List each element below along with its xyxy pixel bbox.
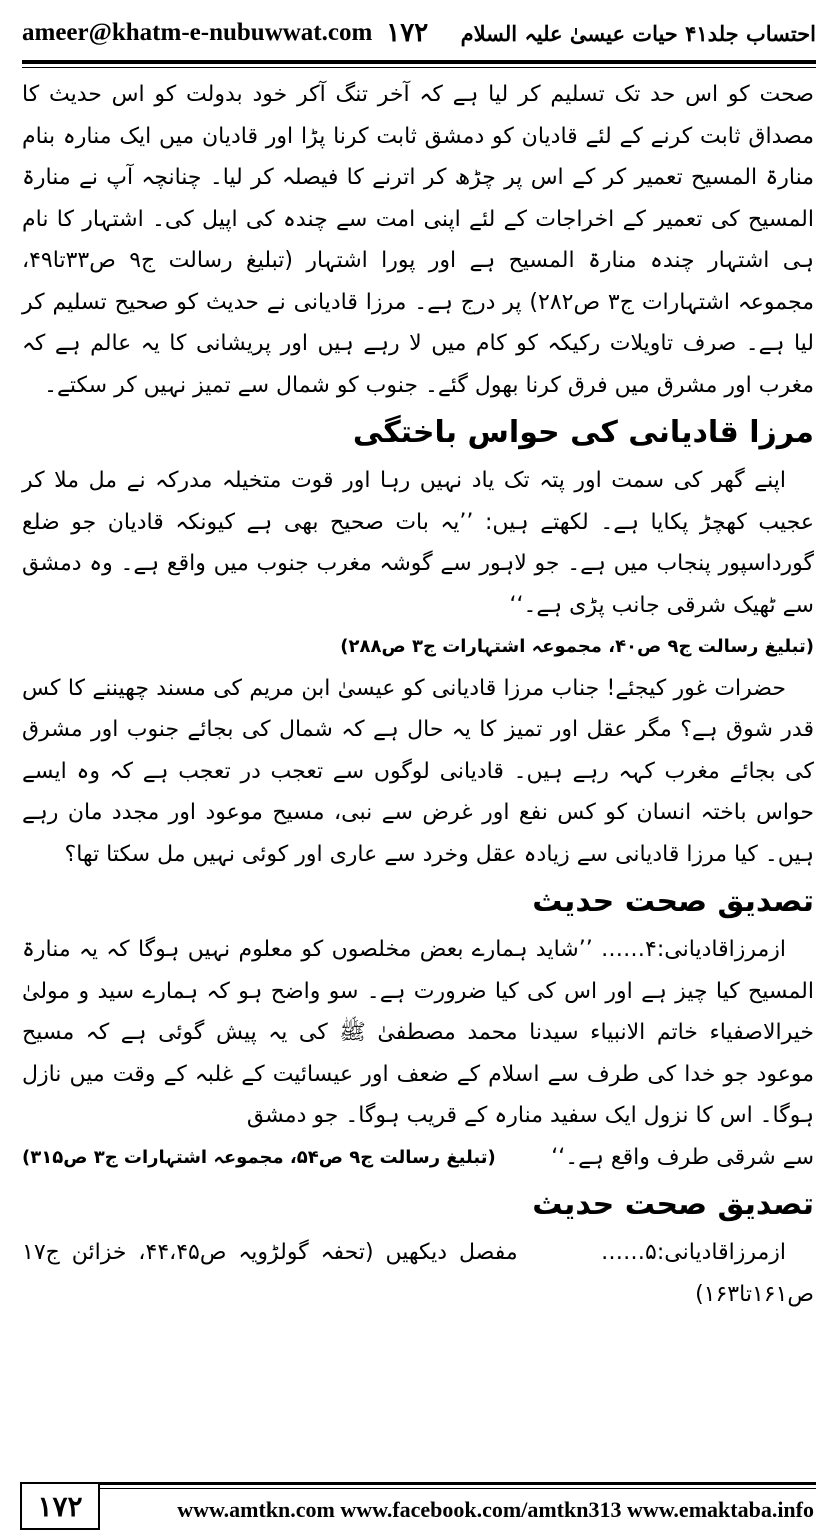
header-rule-thin — [22, 67, 816, 68]
page-footer — [20, 1478, 816, 1530]
paragraph-5-gap — [530, 1240, 590, 1265]
paragraph-4-end: سے شرقی طرف واقع ہے۔‘‘ — [551, 1144, 814, 1170]
paragraph-5-lead: ازمرزاقادیانی:۵…… — [601, 1240, 786, 1265]
header-page-number: ۱۷۲ — [386, 18, 429, 48]
footer-rule — [100, 1482, 816, 1485]
section-heading-2: تصدیق صحت حدیث — [532, 884, 814, 919]
footer-links[interactable]: www.amtkn.com www.facebook.com/amtkn313 www.emaktaba.info — [177, 1496, 814, 1522]
reference-2: (تبلیغ رسالت ج۹ ص۵۴، مجموعہ اشتہارات ج۳ ص۳۱۵) — [22, 1146, 496, 1168]
header-book-title: احتساب جلد۴۱ حیات عیسیٰ علیہ السلام — [460, 20, 816, 46]
footer-links-wrap — [100, 1482, 816, 1530]
section-heading-1: مرزا قادیانی کی حواس باختگی — [352, 415, 814, 450]
header-email[interactable]: ameer@khatm-e-nubuwwat.com — [22, 19, 373, 46]
header-rule — [22, 60, 816, 64]
page-header — [22, 8, 816, 58]
reference-1: (تبلیغ رسالت ج۹ ص۴۰، مجموعہ اشتہارات ج۳ ص۲۸۸) — [340, 636, 814, 657]
header-left — [22, 18, 428, 48]
paragraph-4: ازمرزاقادیانی:۴…… ’’شاید ہمارے بعض مخلصوں کو معلوم نہیں ہوگا کہ یہ منارۃ المسیح کیا چیز ہے اور اس کی کیا ضرورت ہے۔ سو واضح ہو کہ ہمارے سید و مولیٰ خیرالاصفیاء خاتم الانبیاء سیدنا محمد مصطفیٰ ﷺ کی یہ پیش گوئی ہے کہ مسیح موعود جو خدا کی طرف سے اسلام کے ضعف اور عیسائیت کے غلبہ کے وقت میں نازل ہوگا۔ اس کا نزول ایک سفید منارہ کے قریب ہوگا۔ جو دمشق — [22, 937, 814, 1128]
footer-page-number: ۱۷۲ — [20, 1482, 100, 1530]
paragraph-1: صحت کو اس حد تک تسلیم کر لیا ہے کہ آخر تنگ آکر خود بدولت کو اس حدیث کا مصداق ثابت کرنے کے لئے قادیان کو دمشق ثابت کرنا پڑا اور قادیان میں ایک منارہ بنام منارۃ المسیح تعمیر کر کے اس پر چڑھ کر اترنے کا فیصلہ کر لیا۔ چنانچہ آپ نے منارۃ المسیح کی تعمیر کے اخراجات کے لئے اپنی امت سے چندہ کی اپیل کی۔ اشتہار کا نام ہی اشتہار چندہ منارۃ المسیح ہے اور پورا اشتہار (تبلیغ رسالت ج۹ ص۳۳تا۴۹، مجموعہ اشتہارات ج۳ ص۲۸۲) پر درج ہے۔ مرزا قادیانی نے حدیث کو صحیح تسلیم کر لیا ہے۔ صرف تاویلات رکیکہ کو کام میں لا رہے ہیں اور پریشانی کا یہ عالم ہے کہ مغرب اور مشرق میں فرق کرنا بھول گئے۔ جنوب کو شمال سے تمیز نہیں کر سکتے۔ — [22, 82, 814, 398]
paragraph-5 — [22, 1232, 814, 1315]
paragraph-2: اپنے گھر کی سمت اور پتہ تک یاد نہیں رہا اور قوت متخیلہ مدرکہ نے مل ملا کر عجیب کھچڑ پکایا ہے۔ لکھتے ہیں: ’’یہ بات صحیح بھی ہے کیونکہ قادیان جو ضلع گورداسپور پنجاب میں ہے۔ جو لاہور سے گوشہ مغرب جنوب میں واقع ہے۔ وہ دمشق سے ٹھیک شرقی جانب پڑی ہے۔‘‘ — [22, 468, 814, 618]
paragraph-4-end-line — [22, 1137, 814, 1179]
section-heading-3: تصدیق صحت حدیث — [532, 1187, 814, 1222]
paragraph-5-reference: مفصل دیکھیں (تحفہ گولڑویہ ص۴۴،۴۵، خزائن ج۱۷ ص۱۶۱تا۱۶۳) — [22, 1240, 814, 1307]
paragraph-3: حضرات غور کیجئے! جناب مرزا قادیانی کو عیسیٰ ابن مریم کی مسند چھیننے کا کس قدر شوق ہے؟ مگر عقل اور تمیز کا یہ حال ہے کہ شمال کی بجائے جنوب اور مشرق کی بجائے مغرب کہہ رہے ہیں۔ قادیانی لوگوں سے تعجب در تعجب ہے کہ وہ ایسے حواس باختہ انسان کو کس نفع اور غرض سے نبی، مسیح موعود اور مجدد مان رہے ہیں۔ کیا مرزا قادیانی سے زیادہ عقل وخرد سے عاری اور کوئی نہیں مل سکتا تھا؟ — [22, 675, 814, 867]
page-body — [22, 74, 814, 1315]
